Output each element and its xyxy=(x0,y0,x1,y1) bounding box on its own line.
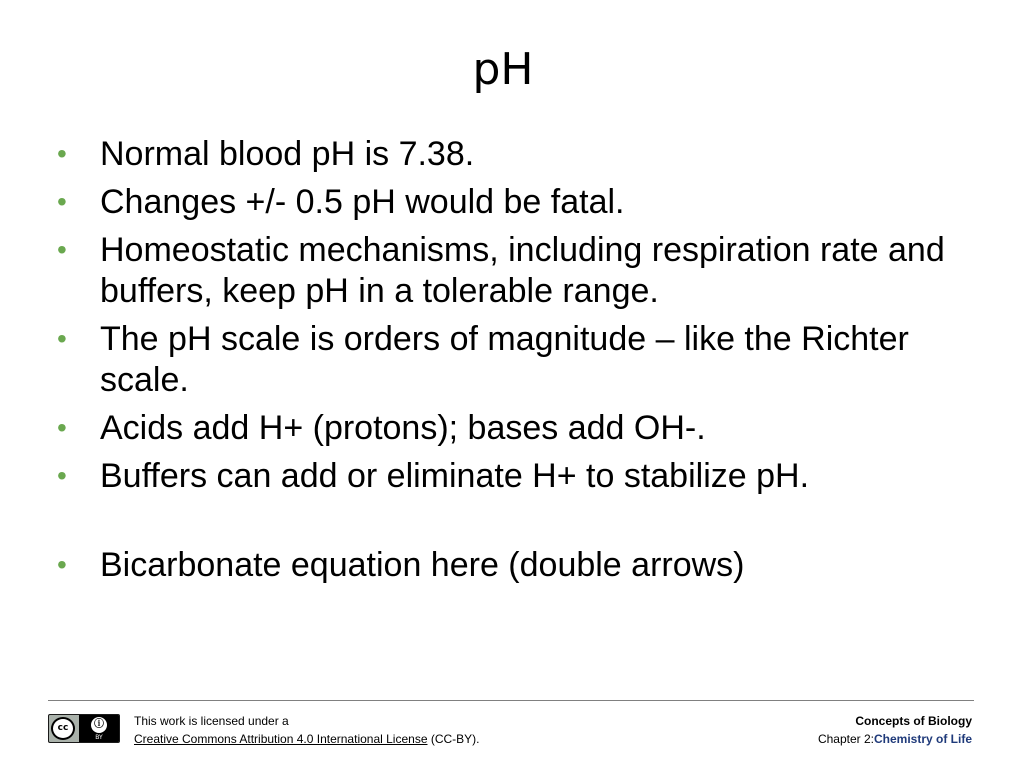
chapter-line xyxy=(818,730,972,748)
book-credits xyxy=(818,712,972,748)
bullet-text: Buffers can add or eliminate H+ to stabilize pH. xyxy=(100,457,810,495)
bullet-dot-icon: • xyxy=(57,323,67,354)
chapter-name: Chemistry of Life xyxy=(873,732,972,746)
license-link[interactable]: Creative Commons Attribution 4.0 International License xyxy=(134,732,428,746)
footer-divider xyxy=(48,700,974,701)
chapter-prefix: Chapter 2: xyxy=(817,732,874,746)
license-notice xyxy=(134,712,480,748)
bullet-item xyxy=(57,408,957,449)
bullet-dot-icon: • xyxy=(57,186,67,217)
bullet-item xyxy=(57,134,957,175)
bullet-item xyxy=(57,182,957,223)
license-line-2 xyxy=(134,730,480,748)
bullet-text: Bicarbonate equation here (double arrows) xyxy=(100,546,745,584)
bullet-item xyxy=(57,319,957,401)
bullet-dot-icon: • xyxy=(57,549,67,580)
bullet-item xyxy=(57,456,957,497)
person-icon: ⓘ xyxy=(91,717,107,733)
attribution-panel xyxy=(79,715,119,742)
bullet-dot-icon: • xyxy=(57,412,67,443)
license-line: This work is licensed under a xyxy=(134,714,289,728)
bullet-dot-icon: • xyxy=(57,138,67,169)
book-title: Concepts of Biology xyxy=(855,714,972,728)
bullet-text: Normal blood pH is 7.38. xyxy=(100,135,475,173)
cc-logo-icon: cc xyxy=(51,717,75,740)
creative-commons-by-icon xyxy=(48,714,120,743)
slide-title: pH xyxy=(472,44,534,95)
cc-by-label: BY xyxy=(95,734,103,741)
bullet-item xyxy=(57,545,957,586)
bullet-dot-icon: • xyxy=(57,460,67,491)
bullet-dot-icon: • xyxy=(57,234,67,265)
bullet-item xyxy=(57,230,957,312)
bullet-text: The pH scale is orders of magnitude – like the Richter scale. xyxy=(100,320,909,399)
bullet-list xyxy=(57,134,957,593)
bullet-text: Acids add H+ (protons); bases add OH-. xyxy=(100,409,706,447)
bullet-text: Changes +/- 0.5 pH would be fatal. xyxy=(100,183,625,221)
bullet-text: Homeostatic mechanisms, including respiration rate and buffers, keep pH in a tolerable range. xyxy=(100,231,945,310)
license-suffix: (CC-BY). xyxy=(427,732,480,746)
